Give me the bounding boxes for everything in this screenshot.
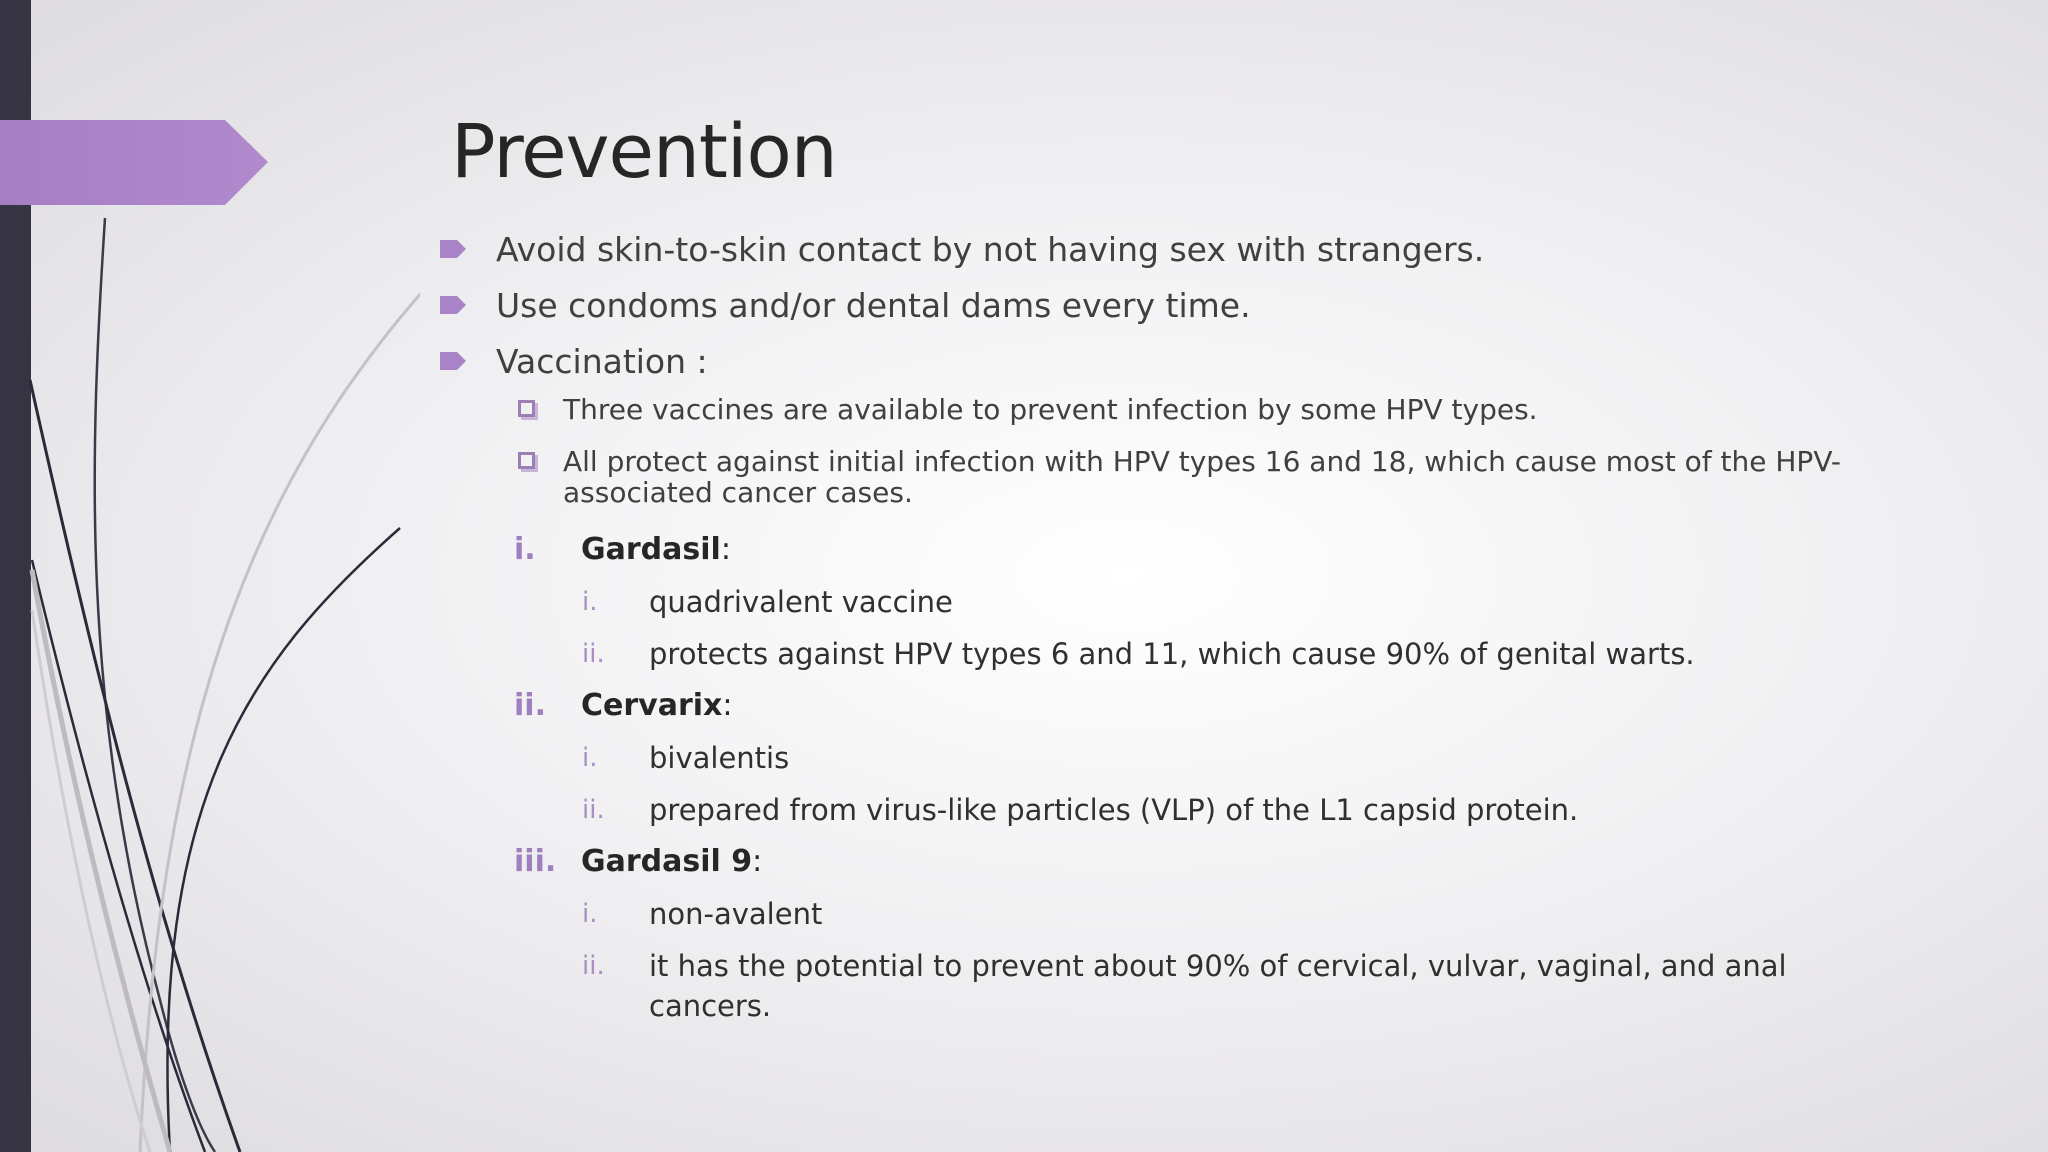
sub-bullet-item [436, 394, 1876, 446]
vaccine-point [436, 946, 1876, 1023]
vaccine-suffix: : [752, 844, 763, 879]
vaccine-point [436, 582, 1876, 634]
point-text: non-avalent [649, 897, 823, 931]
vaccine-name: Gardasil 9 [581, 844, 753, 879]
point-number: ii. [582, 951, 605, 981]
slide-content [436, 230, 1876, 1023]
vaccine-suffix: : [720, 532, 731, 567]
vaccine-number: i. [514, 532, 536, 567]
vaccine-name: Cervarix [581, 688, 723, 723]
point-text: prepared from virus-like particles (VLP) of the L1 capsid protein. [649, 793, 1579, 827]
vaccine-heading-gardasil-9 [436, 842, 1876, 894]
point-number: i. [582, 899, 598, 929]
bullet-text: Use condoms and/or dental dams every time. [496, 286, 1251, 325]
vaccine-number: iii. [514, 844, 557, 879]
checkbox-bullet-icon [518, 400, 535, 417]
vaccine-suffix: : [722, 688, 733, 723]
vaccine-name: Gardasil [581, 532, 721, 567]
bullet-text: Avoid skin-to-skin contact by not having sex with strangers. [496, 230, 1485, 269]
vaccine-point [436, 738, 1876, 790]
checkbox-bullet-icon [518, 452, 535, 469]
bullet-item [436, 286, 1876, 342]
sub-bullet-text: All protect against initial infection with HPV types 16 and 18, which cause most of the HPV-associated cancer cases. [563, 445, 1841, 509]
point-text: bivalentis [649, 741, 790, 775]
arrow-bullet-icon [440, 296, 466, 314]
sub-bullet-item [436, 446, 1876, 530]
vaccine-number: ii. [514, 688, 546, 723]
arrow-bullet-icon [440, 240, 466, 258]
arrow-bullet-icon [440, 352, 466, 370]
point-number: ii. [582, 639, 605, 669]
point-text: quadrivalent vaccine [649, 585, 953, 619]
vaccine-point [436, 634, 1876, 686]
bullet-item [436, 342, 1876, 394]
point-number: i. [582, 587, 598, 617]
sub-bullet-text: Three vaccines are available to prevent infection by some HPV types. [563, 393, 1538, 426]
page-title: Prevention [451, 109, 837, 195]
point-number: i. [582, 743, 598, 773]
vaccine-heading-gardasil [436, 530, 1876, 582]
vaccine-point [436, 790, 1876, 842]
title-arrow-tab [0, 120, 268, 205]
bullet-item [436, 230, 1876, 286]
point-number: ii. [582, 795, 605, 825]
point-text: protects against HPV types 6 and 11, which cause 90% of genital warts. [649, 637, 1695, 671]
point-text: it has the potential to prevent about 90% of cervical, vulvar, vaginal, and anal cancers. [649, 949, 1787, 1023]
bullet-text: Vaccination : [496, 342, 708, 381]
vaccine-point [436, 894, 1876, 946]
vaccine-heading-cervarix [436, 686, 1876, 738]
